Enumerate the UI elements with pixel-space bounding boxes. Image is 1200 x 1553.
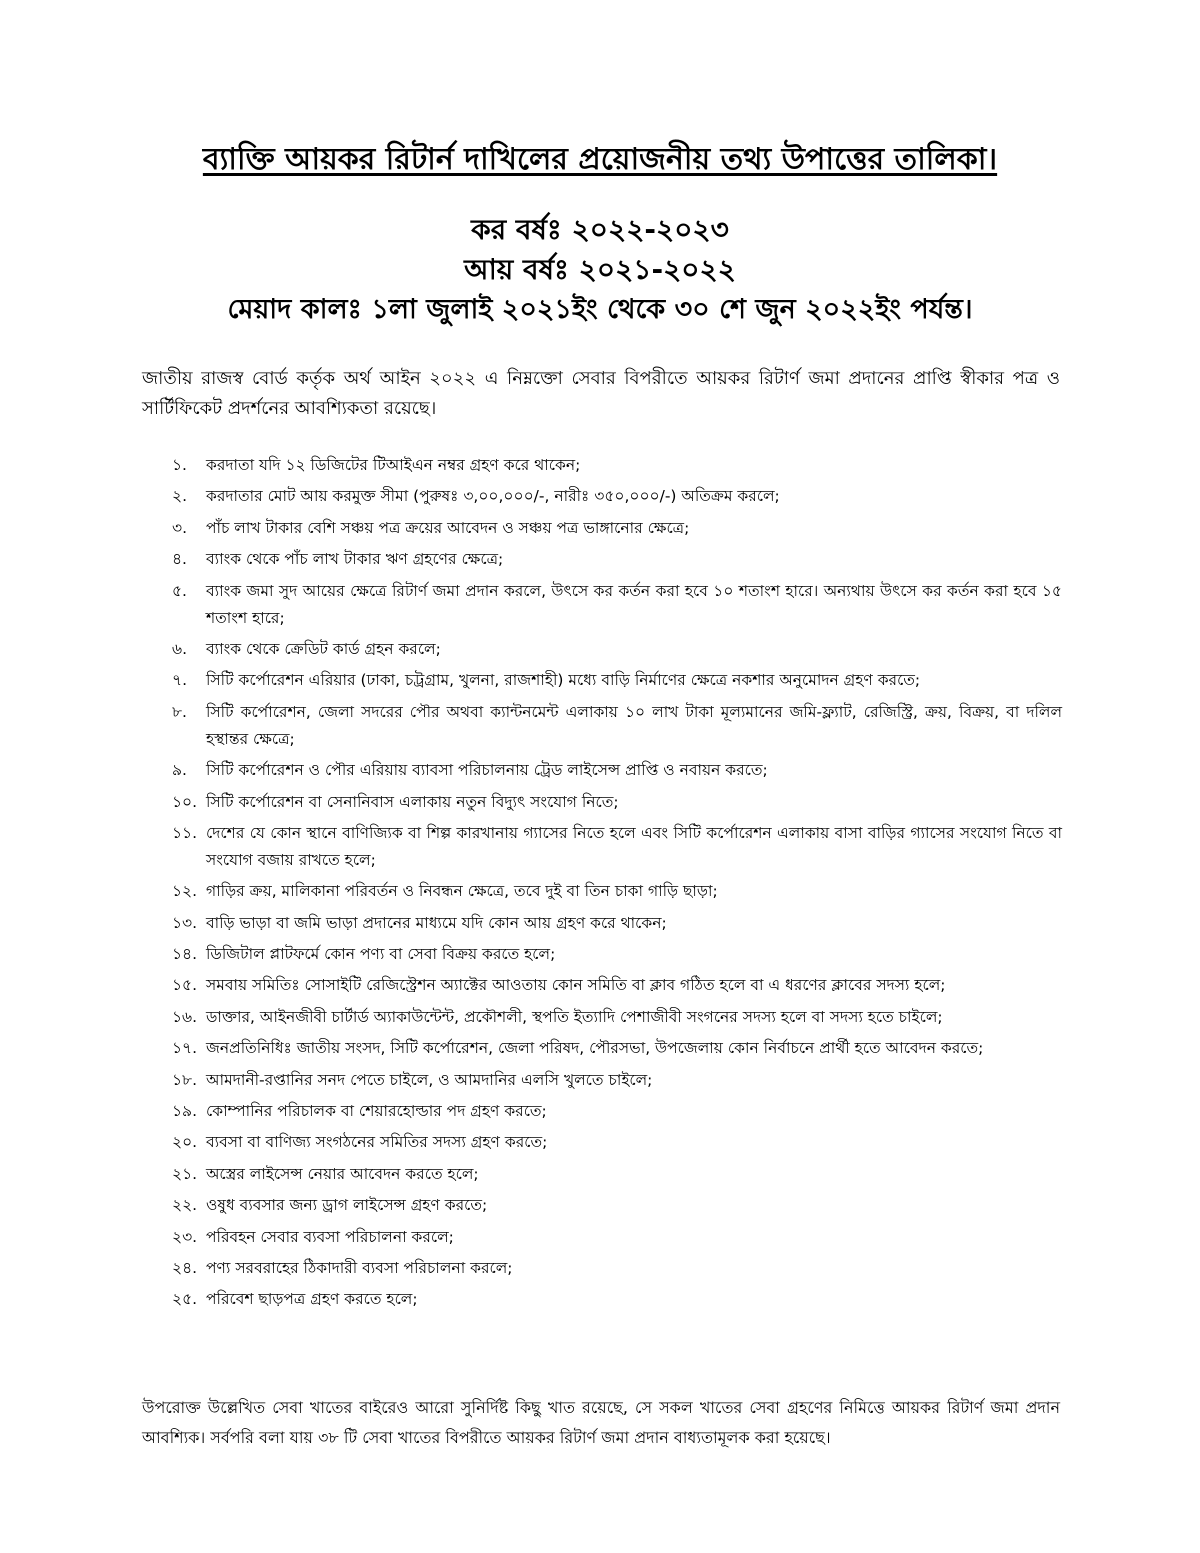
item-number: ৬. — [172, 639, 188, 658]
requirements-list — [172, 452, 1062, 1318]
list-item — [172, 878, 1062, 905]
list-item — [172, 1161, 1062, 1188]
list-item — [172, 636, 1062, 663]
item-number: ২০. — [172, 1133, 198, 1152]
item-number: ৫. — [172, 581, 187, 600]
list-item — [172, 1224, 1062, 1251]
item-text: অস্ত্রের লাইসেন্স নেয়ার আবেদন করতে হলে; — [206, 1164, 479, 1183]
income-year-line: আয় বর্ষঃ ২০২১-২০২২ — [464, 253, 736, 286]
item-text: ডাক্তার, আইনজীবী চার্টার্ড অ্যাকাউন্টেন্ট, প্রকৌশলী, স্থপতি ইত্যাদি পেশাজীবী সংগনের সদস্য হলে বা সদস্য হতে চাইলে; — [206, 1007, 943, 1026]
list-item — [172, 757, 1062, 784]
item-text: ওষুধ ব্যবসার জন্য ড্রাগ লাইসেন্স গ্রহণ করতে; — [206, 1196, 488, 1215]
list-item — [172, 667, 1062, 694]
item-text: ব্যাংক থেকে পাঁচ লাখ টাকার ঋণ গ্রহণের ক্ষেত্রে; — [206, 550, 504, 569]
item-text: ডিজিটাল প্লাটফর্মে কোন পণ্য বা সেবা বিক্রয় করতে হলে; — [206, 945, 556, 964]
item-number: ১৯. — [172, 1102, 198, 1121]
document-title: ব্যাক্তি আয়কর রিটার্ন দাখিলের প্রয়োজনীয় তথ্য উপাত্তের তালিকা। — [202, 142, 998, 177]
item-number: ৩. — [172, 518, 188, 537]
list-item — [172, 1286, 1062, 1313]
list-item — [172, 910, 1062, 937]
item-text: পরিবহন সেবার ব্যবসা পরিচালনা করলে; — [206, 1227, 454, 1246]
item-number: ২৫. — [172, 1290, 198, 1309]
item-number: ১. — [172, 456, 187, 474]
item-text: বাড়ি ভাড়া বা জমি ভাড়া প্রদানের মাধ্যমে যদি কোন আয় গ্রহণ করে থাকেন; — [206, 913, 667, 932]
item-number: ৮. — [172, 702, 187, 721]
list-item — [172, 941, 1062, 968]
list-item — [172, 1004, 1062, 1031]
list-item — [172, 972, 1062, 999]
list-item — [172, 1067, 1062, 1094]
list-item — [172, 789, 1062, 816]
item-number: ১৩. — [172, 913, 198, 932]
item-text: করদাতা যদি ১২ ডিজিটের টিআইএন নম্বর গ্রহণ করে থাকেন; — [206, 456, 581, 474]
item-number: ৯. — [172, 761, 187, 780]
list-item — [172, 578, 1062, 632]
item-number: ১৪. — [172, 945, 198, 964]
item-number: ৭. — [172, 671, 188, 690]
item-number: ১১. — [172, 823, 198, 842]
item-text: পণ্য সরবরাহের ঠিকাদারী ব্যবসা পরিচালনা করলে; — [206, 1258, 513, 1277]
item-number: ১৮. — [172, 1070, 198, 1089]
item-text: করদাতার মোট আয় করমুক্ত সীমা (পুরুষঃ ৩,০০,০০০/-, নারীঃ ৩৫০,০০০/-) অতিক্রম করলে; — [206, 487, 780, 506]
list-item — [172, 515, 1062, 542]
item-text: সিটি কর্পোরেশন বা সেনানিবাস এলাকায় নতুন বিদ্যুৎ সংযোগ নিতে; — [206, 792, 619, 811]
item-text: সমবায় সমিতিঃ সোসাইটি রেজিস্ট্রেশন অ্যাক্টের আওতায় কোন সমিতি বা ক্লাব গঠিত হলে বা এ ধরণের ক্লাবের সদস্য হলে; — [206, 976, 946, 995]
item-number: ২২. — [172, 1196, 198, 1215]
item-text: আমদানী-রপ্তানির সনদ পেতে চাইলে, ও আমদানির এলসি খুলতে চাইলে; — [206, 1070, 653, 1089]
item-number: ১৭. — [172, 1039, 198, 1058]
closing-paragraph: উপরোক্ত উল্লেখিত সেবা খাতের বাইরেও আরো সুনির্দিষ্ট কিছু খাত রয়েছে, সে সকল খাতের সেবা গ্রহণের নিমিত্তে আয়কর রিটার্ণ জমা প্রদান আবশ্যিক। সর্বপরি বলা যায় ৩৮ টি সেবা খাতের বিপরীতে আয়কর রিটার্ণ জমা প্রদান বাধ্যতামূলক করা হয়েছে। — [142, 1398, 1060, 1447]
item-text: জনপ্রতিনিধিঃ জাতীয় সংসদ, সিটি কর্পোরেশন, জেলা পরিষদ, পৌরসভা, উপজেলায় কোন নির্বাচনে প্রার্থী হতে আবেদন করতে; — [206, 1039, 984, 1058]
item-number: ১২. — [172, 882, 198, 901]
item-text: সিটি কর্পোরেশন এরিয়ার (ঢাকা, চট্রগ্রাম, খুলনা, রাজশাহী) মধ্যে বাড়ি নির্মাণের ক্ষেত্রে নকশার অনুমোদন গ্রহণ করতে; — [206, 671, 921, 690]
item-text: সিটি কর্পোরেশন ও পৌর এরিয়ায় ব্যাবসা পরিচালনায় ট্রেড লাইসেন্স প্রাপ্তি ও নবায়ন করতে; — [206, 761, 768, 780]
list-item — [172, 1192, 1062, 1219]
list-item — [172, 483, 1062, 510]
item-text: পাঁচ লাখ টাকার বেশি সঞ্চয় পত্র ক্রয়ের আবেদন ও সঞ্চয় পত্র ভাঙ্গানোর ক্ষেত্রে; — [206, 518, 690, 537]
item-text: কোম্পানির পরিচালক বা শেয়ারহোল্ডার পদ গ্রহণ করতে; — [206, 1102, 547, 1121]
list-item — [172, 1098, 1062, 1125]
item-text: গাড়ির ক্রয়, মালিকানা পরিবর্তন ও নিবন্ধন ক্ষেত্রে, তবে দুই বা তিন চাকা গাড়ি ছাড়া; — [206, 882, 718, 901]
item-text: ব্যাংক জমা সুদ আয়ের ক্ষেত্রে রিটার্ণ জমা প্রদান করলে, উৎসে কর কর্তন করা হবে ১০ শতাংশ হারে। অন্যথায় উৎসে কর কর্তন করা হবে ১৫ শতাংশ হারে; — [206, 581, 1062, 627]
item-number: ২. — [172, 487, 188, 506]
intro-paragraph: জাতীয় রাজস্ব বোর্ড কর্তৃক অর্থ আইন ২০২২ এ নিম্নক্তো সেবার বিপরীতে আয়কর রিটার্ণ জমা প্রদানের প্রাপ্তি স্বীকার পত্র ও সার্টিফিকেট প্রদর্শনের আবশ্যিকতা রয়েছে। — [142, 368, 1060, 419]
period-line: মেয়াদ কালঃ ১লা জুলাই ২০২১ইং থেকে ৩০ শে জুন ২০২২ইং পর্যন্ত। — [227, 294, 973, 325]
tax-year-line: কর বর্ষঃ ২০২২-২০২৩ — [471, 213, 729, 246]
list-item — [172, 699, 1062, 753]
list-item — [172, 1035, 1062, 1062]
item-number: ১৬. — [172, 1007, 198, 1026]
item-text: দেশের যে কোন স্থানে বাণিজ্যিক বা শিল্প কারখানায় গ্যাসের নিতে হলে এবং সিটি কর্পোরেশন এলাকায় বাসা বাড়ির গ্যাসের সংযোগ নিতে বা সংযোগ বজায় রাখতে হলে; — [206, 823, 1062, 869]
item-number: ২৩. — [172, 1227, 198, 1246]
item-text: ব্যবসা বা বাণিজ্য সংগঠনের সমিতির সদস্য গ্রহণ করতে; — [206, 1133, 548, 1152]
list-item — [172, 820, 1062, 874]
item-number: ২৪. — [172, 1258, 198, 1277]
item-number: ২১. — [172, 1164, 198, 1183]
item-number: ৪. — [172, 550, 187, 569]
list-item — [172, 1129, 1062, 1156]
list-item — [172, 546, 1062, 573]
item-number: ১০. — [172, 792, 198, 811]
item-text: পরিবেশ ছাড়পত্র গ্রহণ করতে হলে; — [206, 1290, 418, 1309]
list-item — [172, 1255, 1062, 1282]
item-number: ১৫. — [172, 976, 198, 995]
item-text: ব্যাংক থেকে ক্রেডিট কার্ড গ্রহন করলে; — [206, 639, 441, 658]
list-item — [172, 452, 1062, 479]
item-text: সিটি কর্পোরেশন, জেলা সদরের পৌর অথবা ক্যান্টনমেন্ট এলাকায় ১০ লাখ টাকা মূল্যমানের জমি-ফ্ল্যাট, রেজিস্ট্রি, ক্রয়, বিক্রয়, বা দলিল হস্থান্তর ক্ষেত্রে; — [206, 702, 1062, 748]
